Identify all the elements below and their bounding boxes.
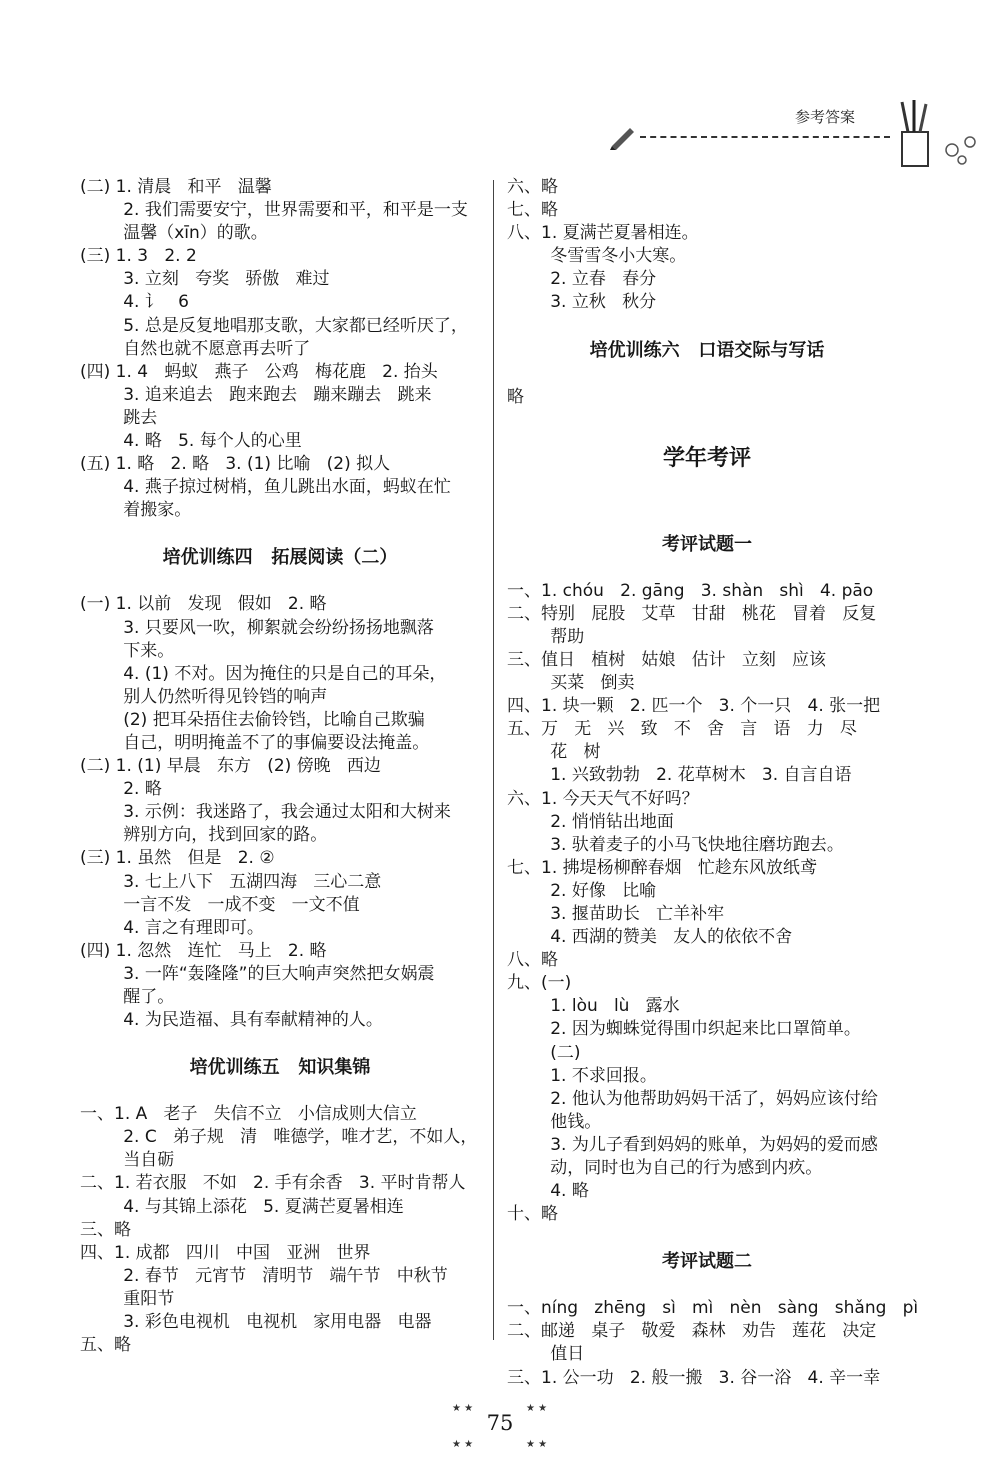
answer-line: 着搬家。 <box>80 500 192 521</box>
answer-line: (二) 1. 清晨 和平 温馨 <box>80 177 272 197</box>
section-heading: 培优训练四 拓展阅读（二） <box>162 547 398 569</box>
section-heading: 培优训练六 口语交际与写话 <box>589 339 825 361</box>
answer-line: 醒了。 <box>80 987 175 1007</box>
answer-line: 温馨（xīn）的歌。 <box>80 223 268 244</box>
answer-line: 3. 为儿子看到妈妈的账单，为妈妈的爱而感 <box>507 1134 878 1155</box>
answer-line: 三、1. 公一功 2. 般一搬 3. 谷一浴 4. 辛一幸 <box>507 1367 881 1388</box>
column-divider <box>493 180 494 1340</box>
star-decoration-icon: ★ ★ <box>452 1439 474 1450</box>
answer-line: 略 <box>507 386 524 407</box>
answer-line: 3. 只要风一吹，柳絮就会纷纷扬扬地飘落 <box>80 617 434 638</box>
answer-line: 4. 西湖的赞美 友人的依依不舍 <box>507 927 793 948</box>
answer-line: 1. lòu lù 露水 <box>507 996 680 1017</box>
answer-line: 三、略 <box>80 1219 131 1240</box>
answer-line: (2) 把耳朵捂住去偷铃铛，比喻自己欺骗 <box>80 709 425 730</box>
answer-line: 4. 与其锦上添花 5. 夏满芒夏暑相连 <box>80 1196 404 1217</box>
answer-line: 九、(一) <box>507 973 572 994</box>
answer-line: 2. 悄悄钻出地面 <box>507 811 674 832</box>
answer-line: 二、邮递 桌子 敬爱 森林 劝告 莲花 决定 <box>507 1321 877 1342</box>
answer-line: 买菜 倒卖 <box>507 673 635 694</box>
answer-line: 一、1. chóu 2. gāng 3. shàn shì 4. pāo <box>507 580 874 601</box>
answer-line: 四、1. 成都 四川 中国 亚洲 世界 <box>80 1242 371 1263</box>
answer-line: 重阳节 <box>80 1288 175 1309</box>
answer-line: 帮助 <box>507 626 585 647</box>
answer-line: 2. 略 <box>80 779 162 800</box>
answer-line: 一言不发 一成不变 一文不值 <box>80 894 360 915</box>
answer-line: 5. 总是反复地唱那支歌，大家都已经听厌了， <box>80 315 468 336</box>
answer-line: 2. 立春 春分 <box>507 269 657 290</box>
answer-line: 2. 我们需要安宁，世界需要和平，和平是一支 <box>80 200 468 221</box>
answer-line: 3. 立秋 秋分 <box>507 292 657 313</box>
answer-line: 2. C 弟子规 清 唯德学，唯才艺，不如人， <box>80 1127 478 1148</box>
answer-line: 3. 驮着麦子的小马飞快地往磨坊跑去。 <box>507 834 844 855</box>
answer-line: 当自砺 <box>80 1150 175 1171</box>
answer-line: 七、1. 拂堤杨柳醉春烟 忙趁东风放纸鸢 <box>507 857 817 878</box>
answer-line: 4. 略 <box>507 1181 589 1202</box>
answer-line: 4. 讠 6 <box>80 292 189 313</box>
answer-line: 3. 追来追去 跑来跑去 蹦来蹦去 跳来 <box>80 384 432 405</box>
answer-line: 下来。 <box>80 640 175 661</box>
answer-line: 3. 七上八下 五湖四海 三心二意 <box>80 871 382 892</box>
left-column <box>80 176 480 1357</box>
answer-line: 值日 <box>507 1344 585 1365</box>
answer-line: 花 树 <box>507 742 601 763</box>
answer-line: (一) 1. 以前 发现 假如 2. 略 <box>80 594 327 615</box>
answer-line: (二) 1. (1) 早晨 东方 (2) 傍晚 西边 <box>80 756 381 777</box>
header-label: 参考答案 <box>795 108 856 126</box>
answer-line: 别人仍然听得见铃铛的响声 <box>80 686 328 707</box>
section-heading: 培优训练五 知识集锦 <box>189 1057 371 1079</box>
page-number: 75 <box>486 1411 514 1435</box>
answer-line: 六、1. 今天天气不好吗？ <box>507 788 699 809</box>
answer-line: (五) 1. 略 2. 略 3. (1) 比喻 (2) 拟人 <box>80 454 391 475</box>
page-footer <box>430 1403 570 1453</box>
pencil-icon <box>608 122 638 150</box>
brush-pot-icon <box>892 100 987 170</box>
star-decoration-icon: ★ ★ <box>452 1403 474 1414</box>
answer-line: 4. 言之有理即可。 <box>80 917 264 938</box>
answer-line: 2. 他认为他帮助妈妈干活了，妈妈应该付给 <box>507 1088 878 1109</box>
answer-line: 1. 不求回报。 <box>507 1065 657 1086</box>
answer-line: 2. 好像 比喻 <box>507 880 657 901</box>
section-heading: 考评试题一 <box>662 533 752 555</box>
answer-line: 辨别方向，找到回家的路。 <box>80 825 328 846</box>
star-decoration-icon: ★ ★ <box>526 1403 548 1414</box>
answer-line: 五、万 无 兴 致 不 舍 言 语 力 尽 <box>507 719 857 740</box>
answer-line: 3. 揠苗助长 亡羊补牢 <box>507 903 725 924</box>
answer-line: 3. 立刻 夸奖 骄傲 难过 <box>80 269 330 290</box>
answer-line: 4. 为民造福、具有奉献精神的人。 <box>80 1010 383 1031</box>
answer-line: 一、1. A 老子 失信不立 小信成则大信立 <box>80 1104 417 1125</box>
answer-line: 五、略 <box>80 1335 131 1356</box>
answer-line: 跳去 <box>80 407 158 428</box>
answer-line: 一、níng zhēng sì mì nèn sàng shǎng pì <box>507 1298 919 1319</box>
answer-line: 3. 彩色电视机 电视机 家用电器 电器 <box>80 1312 432 1333</box>
answer-line: 他钱。 <box>507 1111 602 1132</box>
answer-line: (四) 1. 忽然 连忙 马上 2. 略 <box>80 940 327 961</box>
star-decoration-icon: ★ ★ <box>526 1439 548 1450</box>
answer-line: 冬雪雪冬小大寒。 <box>507 246 687 267</box>
answer-line: 自然也就不愿意再去听了 <box>80 338 311 359</box>
answer-line: (三) 1. 虽然 但是 2. ② <box>80 848 275 869</box>
answer-line: 自己，明明掩盖不了的事偏要设法掩盖。 <box>80 732 430 753</box>
answer-line: 1. 兴致勃勃 2. 花草树木 3. 自言自语 <box>507 765 852 786</box>
answer-line: (二) <box>507 1042 581 1063</box>
answer-line: 3. 一阵“轰隆隆”的巨大响声突然把女娲震 <box>80 963 435 984</box>
page-header <box>600 100 990 170</box>
answer-line: 七、略 <box>507 200 558 221</box>
answer-line: 八、略 <box>507 950 558 971</box>
answer-line: 2. 因为蜘蛛觉得围巾织起来比口罩简单。 <box>507 1019 861 1040</box>
answer-line: 4. 略 5. 每个人的心里 <box>80 431 302 452</box>
answer-line: 动，同时也为自己的行为感到内疚。 <box>507 1158 823 1178</box>
answer-line: (三) 1. 3 2. 2 <box>80 246 197 267</box>
answer-line: 三、值日 植树 姑娘 估计 立刻 应该 <box>507 649 827 670</box>
answer-line: 六、略 <box>507 177 558 197</box>
header-dashed-line <box>640 136 890 138</box>
answer-line: 十、略 <box>507 1204 558 1225</box>
answer-line: 八、1. 夏满芒夏暑相连。 <box>507 223 699 244</box>
answer-line: 四、1. 块一颗 2. 匹一个 3. 个一只 4. 张一把 <box>507 696 881 717</box>
answer-line: (四) 1. 4 蚂蚁 燕子 公鸡 梅花鹿 2. 抬头 <box>80 361 438 382</box>
answer-line: 4. 燕子掠过树梢，鱼儿跳出水面，蚂蚁在忙 <box>80 477 451 498</box>
answer-line: 2. 春节 元宵节 清明节 端午节 中秋节 <box>80 1265 448 1286</box>
right-column <box>507 176 919 1390</box>
section-heading: 学年考评 <box>662 445 751 471</box>
answer-line: 4. (1) 不对。因为掩住的只是自己的耳朵， <box>80 663 447 684</box>
answer-line: 二、1. 若衣服 不如 2. 手有余香 3. 平时肯帮人 <box>80 1173 466 1194</box>
section-heading: 考评试题二 <box>662 1251 752 1273</box>
answer-line: 3. 示例：我迷路了，我会通过太阳和大树来 <box>80 802 451 823</box>
answer-line: 二、特别 屁股 艾草 甘甜 桃花 冒着 反复 <box>507 603 877 624</box>
